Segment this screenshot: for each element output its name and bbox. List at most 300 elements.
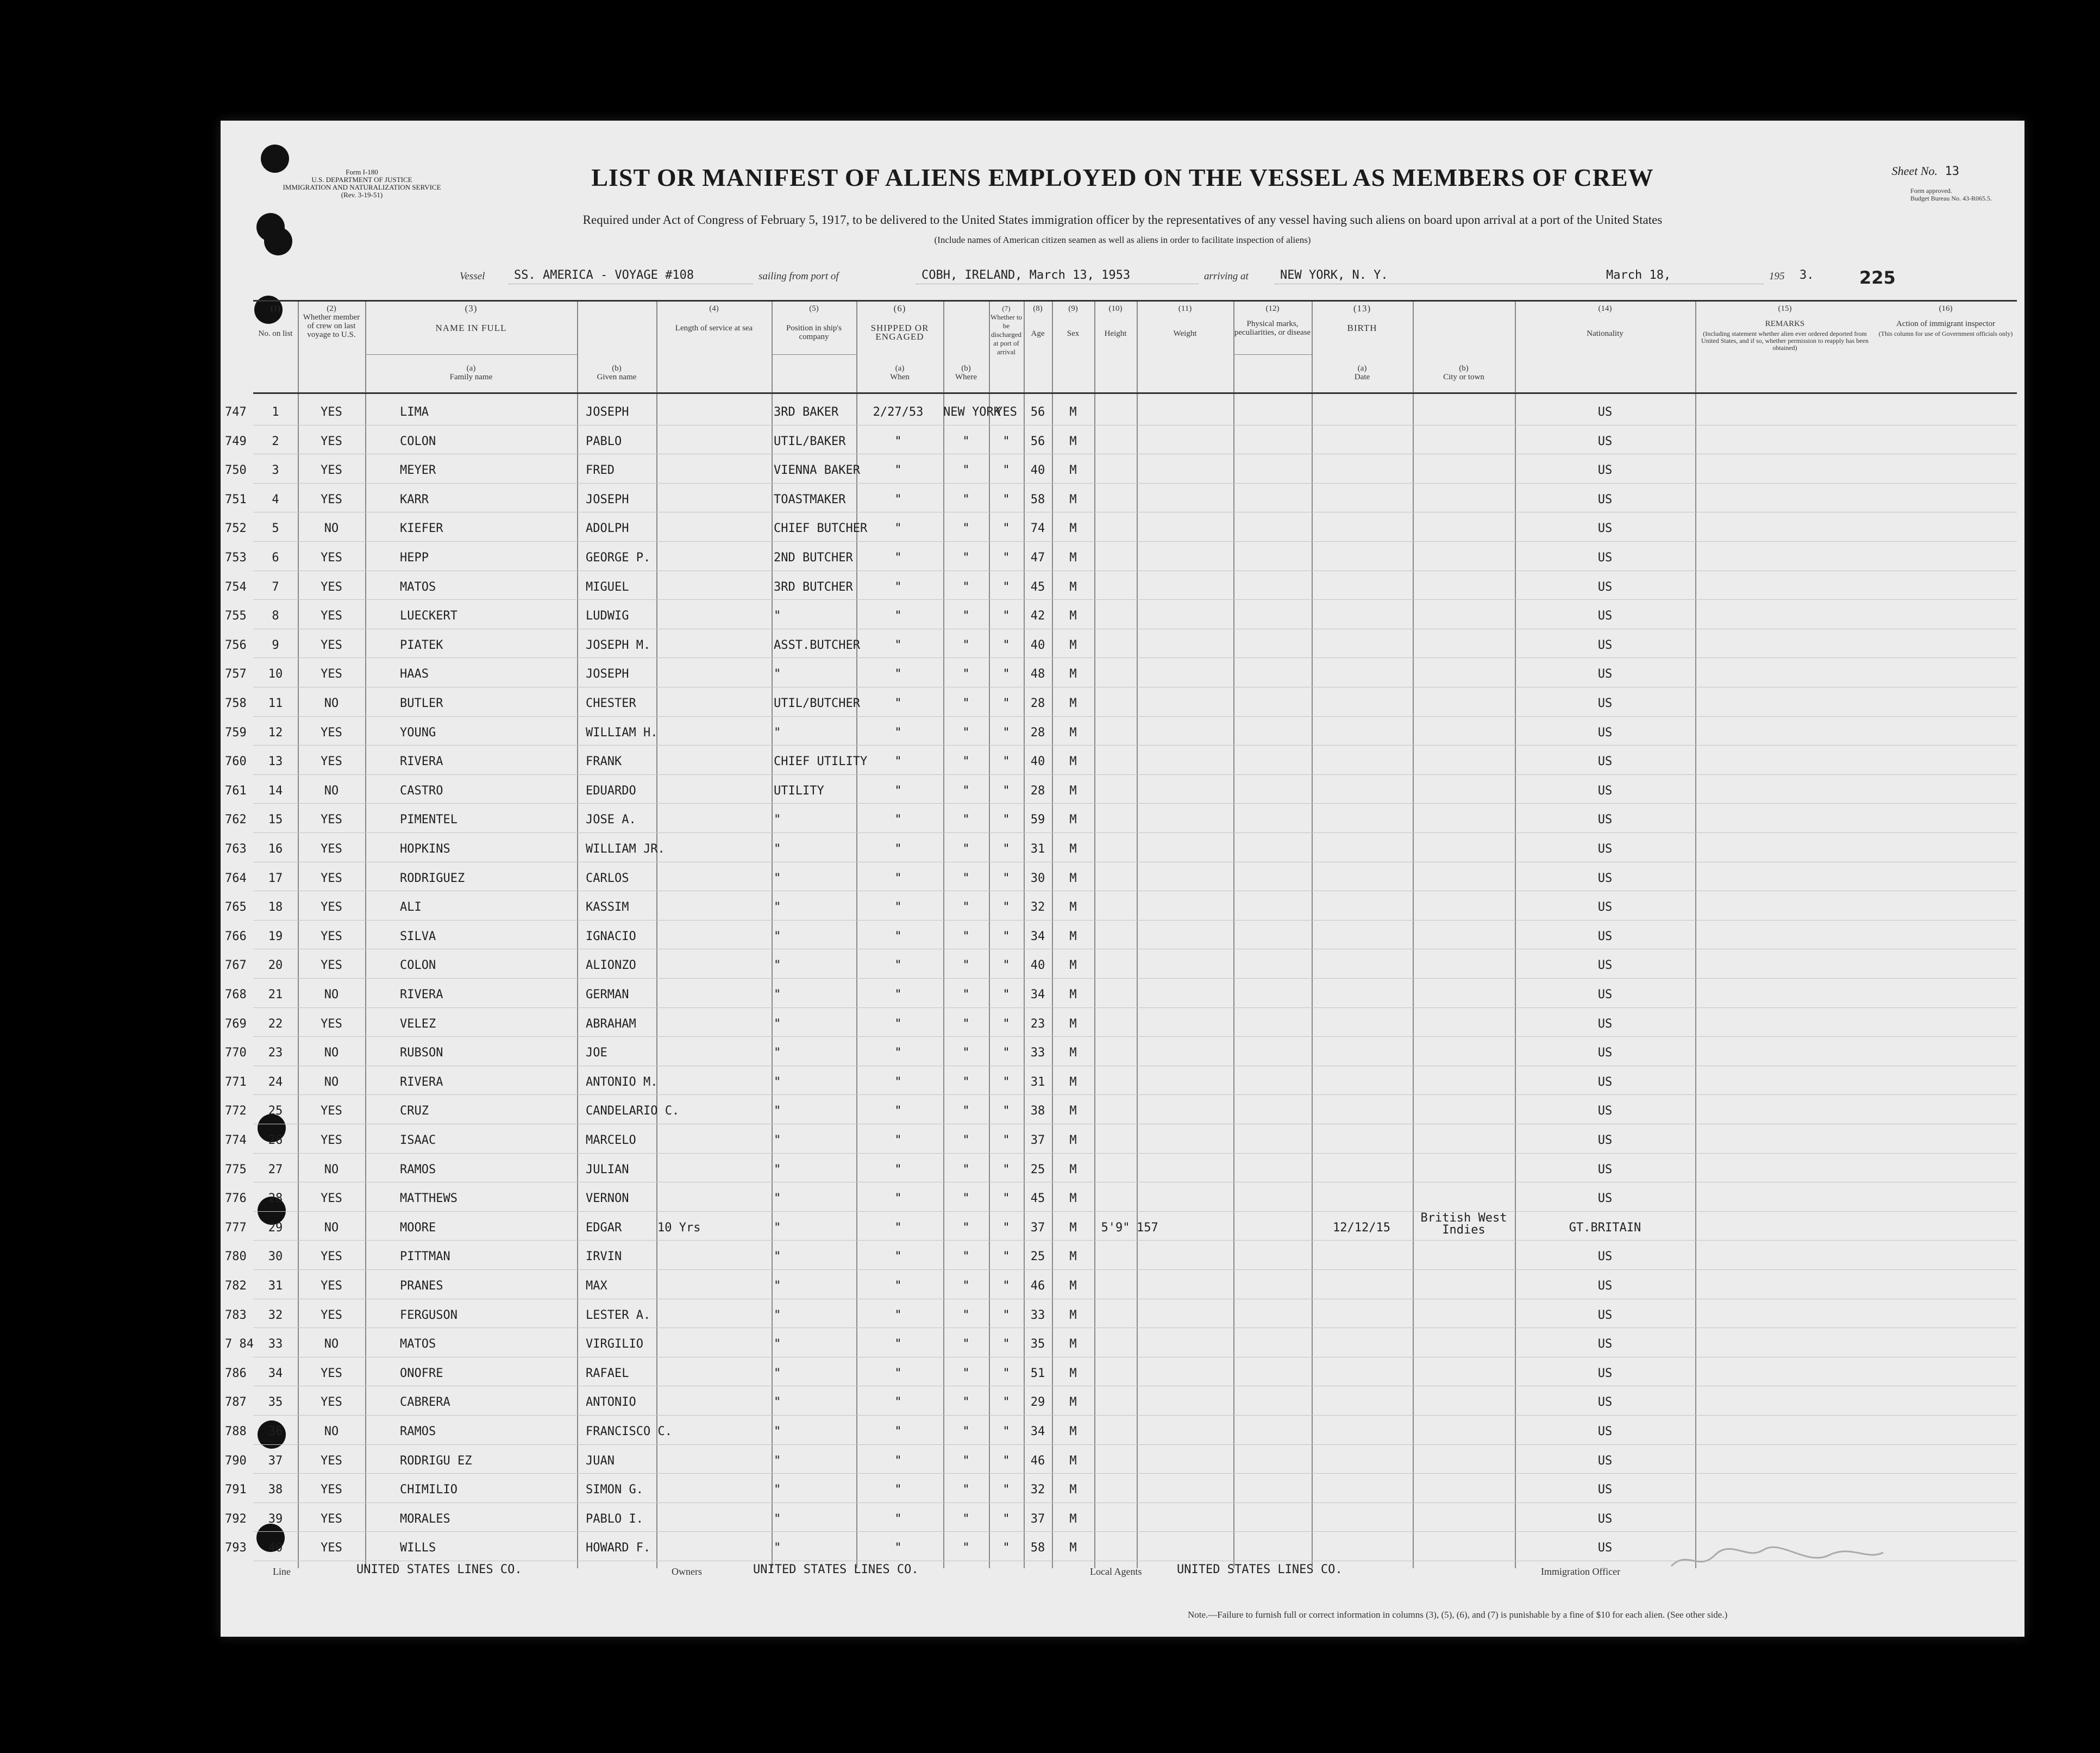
cell-nat: US <box>1597 929 1613 943</box>
cell-family: KARR <box>400 492 429 506</box>
cell-when: " <box>894 638 902 652</box>
cell-prev: YES <box>321 1192 342 1206</box>
list-number: 36 <box>268 1425 283 1438</box>
cell-sex: M <box>1069 725 1077 740</box>
cell-where: " <box>962 871 970 885</box>
col5-header: (5) Position in ship's company <box>786 304 842 341</box>
cell-given: JULIAN <box>586 1162 629 1176</box>
cell-position: UTILITY <box>774 784 824 798</box>
cell-nat: US <box>1597 1541 1613 1555</box>
cell-nat: US <box>1597 813 1613 827</box>
cell-position: " <box>774 1366 781 1380</box>
cell-when: " <box>894 871 902 885</box>
cell-nat: US <box>1597 1046 1613 1060</box>
cell-family: MATOS <box>400 1337 436 1351</box>
cell-where: " <box>962 667 970 681</box>
col16-header: (16) Action of immigrant inspector (This column for use of Government officials only) <box>1878 304 2013 337</box>
list-number: 25 <box>268 1104 283 1118</box>
cell-family: BUTLER <box>400 697 443 710</box>
cell-sex: M <box>1069 609 1077 623</box>
cell-given: JUAN <box>586 1454 615 1468</box>
cell-where: " <box>962 784 970 798</box>
cell-where: " <box>962 609 970 623</box>
row-rule <box>253 1094 2017 1095</box>
list-number: 15 <box>268 813 283 827</box>
col6-header: (6) SHIPPED OR ENGAGED <box>870 303 929 342</box>
cell-position: " <box>774 1541 781 1555</box>
cell-prev: YES <box>321 492 342 506</box>
cell-disch: " <box>1002 638 1010 652</box>
col4-header: (4) Length of service at sea <box>675 304 753 333</box>
cell-sex: M <box>1069 405 1077 419</box>
cell-disch: " <box>1002 551 1010 565</box>
cell-prev: NO <box>324 988 339 1001</box>
cell-when: " <box>894 522 902 536</box>
cell-given: GERMAN <box>586 988 629 1001</box>
line-number: 753 <box>225 551 247 565</box>
cell-age: 34 <box>1030 1425 1045 1438</box>
col12-header: (12) Physical marks, peculiarities, or disease <box>1234 304 1311 337</box>
cell-when: " <box>894 1366 902 1380</box>
cell-when: " <box>894 1541 902 1555</box>
cell-position: " <box>774 1134 781 1147</box>
cell-nat: US <box>1597 405 1613 419</box>
list-number: 28 <box>268 1192 283 1206</box>
cell-nat: US <box>1597 434 1613 448</box>
cell-given: JOSEPH <box>586 667 629 681</box>
cell-age: 30 <box>1030 871 1045 885</box>
cell-prev: YES <box>321 871 342 885</box>
cell-prev: YES <box>321 1395 342 1410</box>
cell-family: RIVERA <box>400 988 443 1001</box>
cell-family: MOORE <box>400 1220 436 1235</box>
col15-header: (15) REMARKS (Including statement whether alien ever ordered deported from United States, and if so, whether permission to reapply has been obtained) <box>1701 304 1869 352</box>
cell-disch: " <box>1002 580 1010 594</box>
cell-when: " <box>894 929 902 943</box>
cell-position: " <box>774 1425 781 1438</box>
cell-age: 42 <box>1030 609 1045 623</box>
cell-given: FRANK <box>586 755 622 769</box>
line-number: 774 <box>225 1134 247 1147</box>
cell-given: GEORGE P. <box>586 551 651 565</box>
cell-given: JOSE A. <box>586 813 636 827</box>
cell-given: PABLO I. <box>586 1512 643 1526</box>
line-number: 765 <box>225 900 247 915</box>
cell-nat: US <box>1597 1454 1613 1468</box>
cell-position: VIENNA BAKER <box>774 464 860 478</box>
cell-age: 31 <box>1030 842 1045 856</box>
line-number: 752 <box>225 522 247 536</box>
line-number: 768 <box>225 988 247 1001</box>
cell-sex: M <box>1069 1075 1077 1089</box>
cell-family: CRUZ <box>400 1104 429 1118</box>
cell-given: WILLIAM JR. <box>586 842 665 856</box>
cell-disch: " <box>1002 871 1010 885</box>
cell-disch: " <box>1002 667 1010 681</box>
cell-where: " <box>962 813 970 827</box>
cell-given: MAX <box>586 1279 607 1293</box>
vessel-name: SS. AMERICA - VOYAGE #108 <box>514 268 694 282</box>
cell-sex: M <box>1069 1279 1077 1293</box>
cell-where: " <box>962 580 970 594</box>
cell-disch: " <box>1002 697 1010 710</box>
cell-disch: " <box>1002 1512 1010 1526</box>
cell-family: KIEFER <box>400 522 443 536</box>
line-number: 762 <box>225 813 247 827</box>
cell-nat: US <box>1597 492 1613 506</box>
cell-prev: YES <box>321 1483 342 1497</box>
cell-nat: US <box>1597 871 1613 885</box>
cell-given: ADOLPH <box>586 522 629 536</box>
cell-when: " <box>894 697 902 710</box>
cell-where: " <box>962 988 970 1001</box>
cell-sex: M <box>1069 638 1077 652</box>
cell-nat: US <box>1597 464 1613 478</box>
cell-when: " <box>894 1104 902 1118</box>
cell-age: 33 <box>1030 1308 1045 1322</box>
cell-sex: M <box>1069 1250 1077 1264</box>
cell-where: " <box>962 1192 970 1206</box>
cell-disch: " <box>1002 1366 1010 1380</box>
cell-disch: " <box>1002 1337 1010 1351</box>
cell-nat: US <box>1597 1250 1613 1264</box>
cell-prev: YES <box>321 464 342 478</box>
list-number: 30 <box>268 1250 283 1264</box>
cell-prev: YES <box>321 755 342 769</box>
cell-family: RODRIGU EZ <box>400 1454 472 1468</box>
row-rule <box>253 832 2017 833</box>
cell-age: 74 <box>1030 522 1045 536</box>
cell-age: 23 <box>1030 1017 1045 1031</box>
cell-given: LUDWIG <box>586 609 629 623</box>
cell-family: MEYER <box>400 464 436 478</box>
list-number: 4 <box>272 492 279 506</box>
cell-prev: YES <box>321 1104 342 1118</box>
line-number: 775 <box>225 1162 247 1176</box>
col6b-header: (b) Where <box>955 364 977 381</box>
row-rule <box>253 1211 2017 1212</box>
cell-where: " <box>962 1075 970 1089</box>
cell-disch: " <box>1002 813 1010 827</box>
row-rule <box>253 599 2017 600</box>
line-number: 749 <box>225 434 247 448</box>
cell-age: 40 <box>1030 464 1045 478</box>
cell-disch: " <box>1002 1454 1010 1468</box>
cell-given: IGNACIO <box>586 929 636 943</box>
cell-prev: YES <box>321 1017 342 1031</box>
cell-when: 2/27/53 <box>873 405 924 419</box>
cell-age: 56 <box>1030 405 1045 419</box>
cell-where: " <box>962 697 970 710</box>
list-number: 9 <box>272 638 279 652</box>
cell-disch: " <box>1002 1220 1010 1235</box>
subtitle: Required under Act of Congress of February 5, 1917, to be delivered to the United States immigration officer by the representatives of any vessel having such aliens on board upon arrival at a port of the United States <box>582 213 1663 227</box>
cell-disch: " <box>1002 1017 1010 1031</box>
cell-disch: " <box>1002 492 1010 506</box>
cell-prev: YES <box>321 959 342 973</box>
cell-sex: M <box>1069 667 1077 681</box>
cell-age: 59 <box>1030 813 1045 827</box>
cell-position: " <box>774 813 781 827</box>
col8-header: (8) Age <box>1031 304 1045 338</box>
col3a-header: (a) Family name <box>449 364 493 381</box>
row-rule <box>253 1036 2017 1037</box>
row-rule <box>253 1153 2017 1154</box>
row-rule <box>253 1473 2017 1474</box>
cell-prev: YES <box>321 1366 342 1380</box>
cell-position: " <box>774 1395 781 1410</box>
crew-table <box>225 300 2030 1568</box>
line-number: 787 <box>225 1395 247 1410</box>
cell-nat: GT.BRITAIN <box>1569 1220 1641 1235</box>
cell-when: " <box>894 959 902 973</box>
line-number: 761 <box>225 784 247 798</box>
row-rule <box>253 1269 2017 1270</box>
col13b-header: (b) City or town <box>1443 364 1484 381</box>
list-number: 20 <box>268 959 283 973</box>
budget-number: Budget Bureau No. 43-R065.5. <box>1910 195 1992 202</box>
cell-when: " <box>894 551 902 565</box>
footer <box>221 1563 2024 1637</box>
cell-position: " <box>774 1337 781 1351</box>
cell-sex: M <box>1069 1046 1077 1060</box>
cell-sex: M <box>1069 1104 1077 1118</box>
cell-position: CHIEF BUTCHER <box>774 522 868 536</box>
cell-sex: M <box>1069 492 1077 506</box>
cell-position: TOASTMAKER <box>774 492 846 506</box>
cell-age: 35 <box>1030 1337 1045 1351</box>
cell-prev: YES <box>321 434 342 448</box>
cell-given: ANTONIO M. <box>586 1075 658 1089</box>
cell-disch: " <box>1002 464 1010 478</box>
cell-where: " <box>962 1046 970 1060</box>
line-number: 776 <box>225 1192 247 1206</box>
cell-disch: " <box>1002 1104 1010 1118</box>
line-number: 756 <box>225 638 247 652</box>
cell-sex: M <box>1069 1541 1077 1555</box>
cell-family: ONOFRE <box>400 1366 443 1380</box>
cell-disch: " <box>1002 988 1010 1001</box>
row-rule <box>253 716 2017 717</box>
cell-disch: " <box>1002 1192 1010 1206</box>
cell-where: " <box>962 1220 970 1235</box>
cell-sex: M <box>1069 784 1077 798</box>
cell-position: " <box>774 725 781 740</box>
cell-given: CANDELARIO C. <box>586 1104 680 1118</box>
col1-header: (1) No. on list <box>258 304 293 338</box>
cell-where: NEW YORK <box>943 405 1001 419</box>
cell-given: SIMON G. <box>586 1483 643 1497</box>
cell-when: " <box>894 1454 902 1468</box>
cell-prev: YES <box>321 842 342 856</box>
cell-age: 37 <box>1030 1512 1045 1526</box>
cell-position: " <box>774 871 781 885</box>
col9-header: (9) Sex <box>1067 304 1080 338</box>
cell-nat: US <box>1597 638 1613 652</box>
list-number: 3 <box>272 464 279 478</box>
cell-where: " <box>962 638 970 652</box>
cell-age: 32 <box>1030 1483 1045 1497</box>
cell-when: " <box>894 464 902 478</box>
cell-sex: M <box>1069 551 1077 565</box>
cell-where: " <box>962 1366 970 1380</box>
cell-given: EDGAR <box>586 1220 622 1235</box>
cell-sex: M <box>1069 1134 1077 1147</box>
cell-sex: M <box>1069 1454 1077 1468</box>
cell-sex: M <box>1069 1483 1077 1497</box>
cell-age: 56 <box>1030 434 1045 448</box>
cell-disch: " <box>1002 1395 1010 1410</box>
line-number: 755 <box>225 609 247 623</box>
cell-when: " <box>894 492 902 506</box>
list-number: 38 <box>268 1483 283 1497</box>
cell-where: " <box>962 1308 970 1322</box>
cell-when: " <box>894 667 902 681</box>
cell-when: " <box>894 1395 902 1410</box>
cell-age: 28 <box>1030 697 1045 710</box>
cell-position: " <box>774 1512 781 1526</box>
cell-age: 37 <box>1030 1220 1045 1235</box>
cell-nat: US <box>1597 842 1613 856</box>
cell-family: PIMENTEL <box>400 813 457 827</box>
cell-age: 37 <box>1030 1134 1045 1147</box>
row-rule <box>253 1240 2017 1241</box>
cell-nat: US <box>1597 522 1613 536</box>
manifest-sheet <box>221 121 2024 1637</box>
cell-prev: NO <box>324 1220 339 1235</box>
line-number: 760 <box>225 755 247 769</box>
cell-given: CHESTER <box>586 697 636 710</box>
cell-prev: YES <box>321 580 342 594</box>
cell-position: " <box>774 1075 781 1089</box>
line-number: 780 <box>225 1250 247 1264</box>
cell-where: " <box>962 1017 970 1031</box>
cell-disch: " <box>1002 1541 1010 1555</box>
cell-prev: YES <box>321 929 342 943</box>
cell-where: " <box>962 1134 970 1147</box>
subtitle-note: (Include names of American citizen seamen as well as aliens in order to facilitate inspection of aliens) <box>934 235 1311 245</box>
cell-disch: " <box>1002 1250 1010 1264</box>
cell-prev: YES <box>321 551 342 565</box>
cell-sex: M <box>1069 1017 1077 1031</box>
line-number: 772 <box>225 1104 247 1118</box>
cell-prev: YES <box>321 900 342 915</box>
cell-family: HOPKINS <box>400 842 450 856</box>
col10-header: (10) Height <box>1104 304 1127 338</box>
list-number: 11 <box>268 697 283 710</box>
cell-given: IRVIN <box>586 1250 622 1264</box>
cell-when: " <box>894 1250 902 1264</box>
cell-disch: " <box>1002 929 1010 943</box>
list-number: 35 <box>268 1395 283 1410</box>
cell-disch: " <box>1002 522 1010 536</box>
cell-given: CARLOS <box>586 871 629 885</box>
cell-where: " <box>962 929 970 943</box>
cell-age: 40 <box>1030 959 1045 973</box>
cell-family: LUECKERT <box>400 609 457 623</box>
cell-disch: " <box>1002 1483 1010 1497</box>
row-rule <box>253 1502 2017 1503</box>
officer-label: Immigration Officer <box>1541 1566 1621 1577</box>
cell-position: UTIL/BUTCHER <box>774 697 860 710</box>
cell-family: YOUNG <box>400 725 436 740</box>
cell-nat: US <box>1597 551 1613 565</box>
cell-position: " <box>774 1220 781 1235</box>
cell-family: RUBSON <box>400 1046 443 1060</box>
cell-family: PIATEK <box>400 638 443 652</box>
line-number: 769 <box>225 1017 247 1031</box>
cell-disch: " <box>1002 1162 1010 1176</box>
line-number: 770 <box>225 1046 247 1060</box>
cell-prev: YES <box>321 609 342 623</box>
cell-position: ASST.BUTCHER <box>774 638 860 652</box>
cell-prev: YES <box>321 813 342 827</box>
cell-sex: M <box>1069 1395 1077 1410</box>
cell-given: PABLO <box>586 434 622 448</box>
cell-when: " <box>894 1192 902 1206</box>
line-number: 7 84 <box>225 1337 254 1351</box>
owners-value: UNITED STATES LINES CO. <box>753 1563 919 1576</box>
list-number: 21 <box>268 988 283 1001</box>
cell-family: COLON <box>400 434 436 448</box>
cell-where: " <box>962 1512 970 1526</box>
col3b-header: (b) Given name <box>597 364 637 381</box>
cell-family: CHIMILIO <box>400 1483 457 1497</box>
cell-family: RAMOS <box>400 1162 436 1176</box>
cell-given: MARCELO <box>586 1134 636 1147</box>
cell-given: EDUARDO <box>586 784 636 798</box>
cell-prev: NO <box>324 522 339 536</box>
cell-nat: US <box>1597 580 1613 594</box>
cell-sex: M <box>1069 1192 1077 1206</box>
list-number: 26 <box>268 1134 283 1147</box>
cell-family: RIVERA <box>400 755 443 769</box>
cell-position: " <box>774 1104 781 1118</box>
cell-when: " <box>894 900 902 915</box>
cell-where: " <box>962 725 970 740</box>
line-number: 751 <box>225 492 247 506</box>
cell-where: " <box>962 959 970 973</box>
cell-nat: US <box>1597 697 1613 710</box>
cell-given: FRED <box>586 464 615 478</box>
cell-when: " <box>894 1483 902 1497</box>
list-number: 7 <box>272 580 279 594</box>
list-number: 32 <box>268 1308 283 1322</box>
cell-age: 46 <box>1030 1279 1045 1293</box>
cell-bcity: British West Indies <box>1420 1211 1507 1237</box>
cell-position: UTIL/BAKER <box>774 434 846 448</box>
line-number: 782 <box>225 1279 247 1293</box>
sailing-port: COBH, IRELAND, March 13, 1953 <box>922 268 1131 282</box>
row-rule <box>253 745 2017 746</box>
cell-where: " <box>962 842 970 856</box>
list-number: 40 <box>268 1541 283 1555</box>
col13-header: (13) BIRTH <box>1347 303 1377 333</box>
cell-age: 46 <box>1030 1454 1045 1468</box>
list-number: 16 <box>268 842 283 856</box>
cell-family: VELEZ <box>400 1017 436 1031</box>
cell-sex: M <box>1069 1425 1077 1438</box>
cell-where: " <box>962 1104 970 1118</box>
cell-prev: NO <box>324 1425 339 1438</box>
cell-prev: YES <box>321 1134 342 1147</box>
row-rule <box>253 1007 2017 1008</box>
cell-nat: US <box>1597 1425 1613 1438</box>
cell-sex: M <box>1069 871 1077 885</box>
cell-sex: M <box>1069 1366 1077 1380</box>
cell-nat: US <box>1597 959 1613 973</box>
cell-when: " <box>894 813 902 827</box>
